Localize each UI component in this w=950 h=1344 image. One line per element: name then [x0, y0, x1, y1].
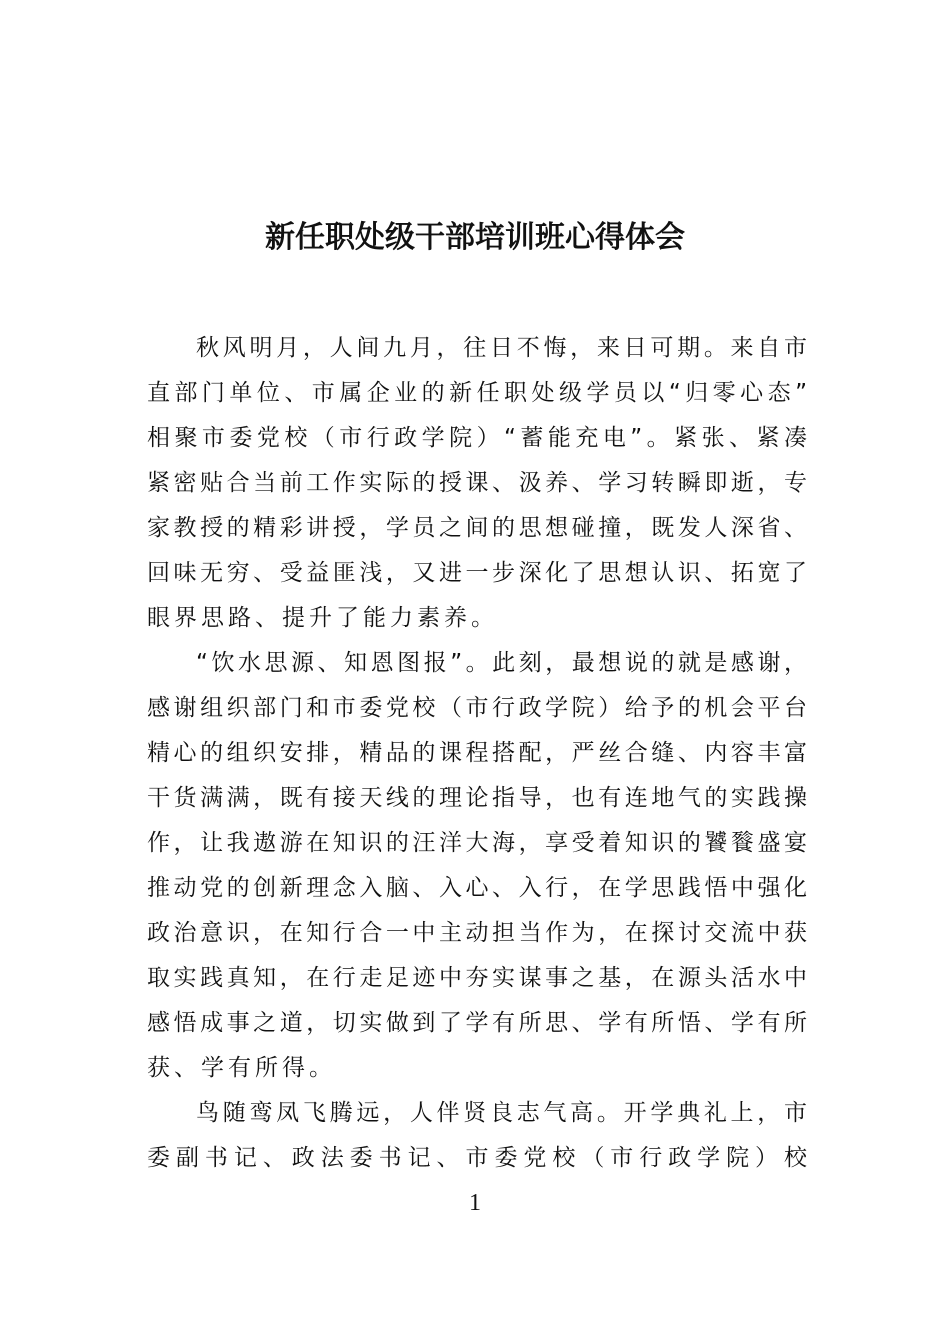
paragraph-3-line-2: 委副书记、政法委书记、市委党校（市行政学院）校 [147, 1145, 807, 1171]
paragraph-2-line-5: 作，让我遨游在知识的汪洋大海，享受着知识的饕餮盛宴 [147, 830, 807, 856]
paragraph-2-line-6: 推动党的创新理念入脑、入心、入行，在学思践悟中强化 [147, 875, 807, 901]
paragraph-2-line-9: 感悟成事之道，切实做到了学有所思、学有所悟、学有所 [147, 1010, 807, 1036]
paragraph-2-line-7: 政治意识，在知行合一中主动担当作为，在探讨交流中获 [147, 920, 807, 946]
paragraph-1-line-2: 直部门单位、市属企业的新任职处级学员以“归零心态” [147, 380, 807, 406]
paragraph-1-line-1: 秋风明月，人间九月，往日不悔，来日可期。来自市 [196, 335, 807, 361]
paragraph-1-line-3: 相聚市委党校（市行政学院）“蓄能充电”。紧张、紧凑 [147, 425, 807, 451]
paragraph-1-line-6: 回味无穷、受益匪浅，又进一步深化了思想认识、拓宽了 [147, 560, 807, 586]
paragraph-1-line-4: 紧密贴合当前工作实际的授课、汲养、学习转瞬即逝，专 [147, 470, 807, 496]
paragraph-3-line-1: 鸟随鸾凤飞腾远，人伴贤良志气高。开学典礼上，市 [196, 1100, 807, 1126]
paragraph-1-line-7: 眼界思路、提升了能力素养。 [147, 605, 498, 631]
paragraph-1-line-5: 家教授的精彩讲授，学员之间的思想碰撞，既发人深省、 [147, 515, 807, 541]
document-title: 新任职处级干部培训班心得体会 [265, 220, 685, 256]
paragraph-2-line-4: 干货满满，既有接天线的理论指导，也有连地气的实践操 [147, 785, 807, 811]
paragraph-2-line-10: 获、学有所得。 [147, 1055, 336, 1081]
page-number: 1 [469, 1190, 481, 1216]
paragraph-2-line-3: 精心的组织安排，精品的课程搭配，严丝合缝、内容丰富 [147, 740, 807, 766]
paragraph-2-line-2: 感谢组织部门和市委党校（市行政学院）给予的机会平台 [147, 695, 807, 721]
paragraph-2-line-8: 取实践真知，在行走足迹中夯实谋事之基，在源头活水中 [147, 965, 807, 991]
paragraph-2-line-1: “饮水思源、知恩图报”。此刻，最想说的就是感谢， [196, 650, 807, 676]
